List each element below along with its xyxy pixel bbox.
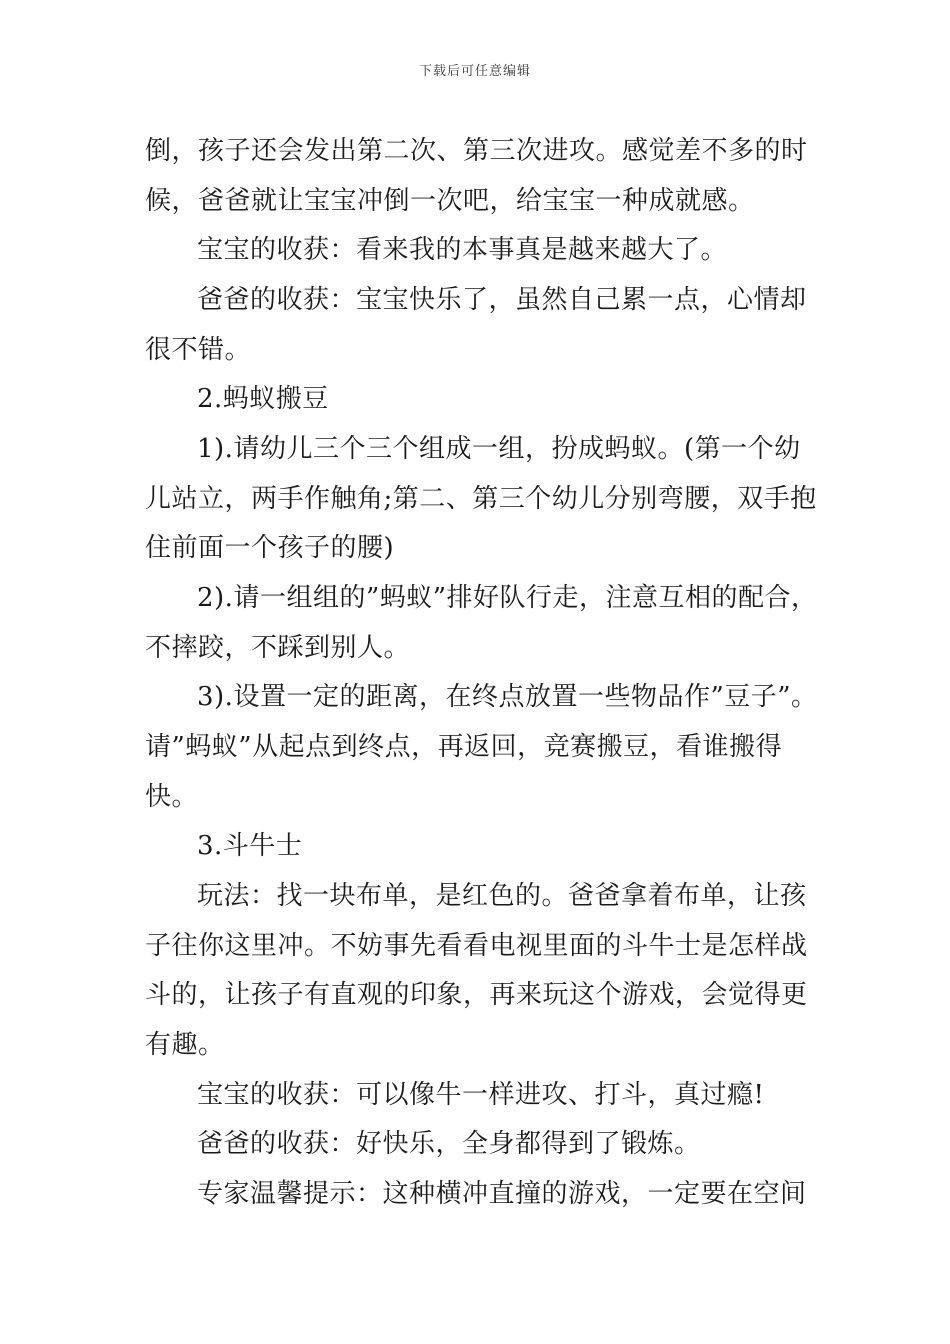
body-line: 不摔跤，不踩到别人。 — [145, 633, 411, 663]
section-heading: 3.斗牛士 — [197, 831, 303, 861]
body-line: 很不错。 — [145, 335, 252, 365]
section-heading: 2.蚂蚁搬豆 — [197, 384, 329, 414]
body-line: 宝宝的收获：可以像牛一样进攻、打斗，真过瘾! — [197, 1080, 765, 1110]
body-line: 儿站立，两手作触角;第二、第三个幼儿分别弯腰，双手抱 — [145, 484, 817, 514]
body-line: 宝宝的收获：看来我的本事真是越来越大了。 — [197, 235, 728, 265]
body-line: 斗的，让孩子有直观的印象，再来玩这个游戏，会觉得更 — [145, 980, 808, 1010]
body-line: 子往你这里冲。不妨事先看看电视里面的斗牛士是怎样战 — [145, 931, 808, 961]
body-line: 玩法：找一块布单，是红色的。爸爸拿着布单，让孩 — [197, 881, 807, 911]
body-line: 住前面一个孩子的腰) — [145, 533, 395, 563]
body-line: 有趣。 — [145, 1030, 225, 1060]
body-line: 请”蚂蚁”从起点到终点，再返回，竞赛搬豆，看谁搬得 — [145, 732, 783, 762]
body-line: 专家温馨提示：这种横冲直撞的游戏，一定要在空间 — [197, 1179, 807, 1209]
body-line: 快。 — [145, 782, 199, 812]
body-line: 1).请幼儿三个三个组成一组，扮成蚂蚁。(第一个幼 — [197, 434, 801, 464]
body-line: 倒，孩子还会发出第二次、第三次进攻。感觉差不多的时 — [145, 136, 808, 166]
page-header: 下载后可任意编辑 — [418, 64, 531, 79]
body-line: 爸爸的收获：宝宝快乐了，虽然自己累一点，心情却 — [197, 285, 807, 315]
body-line: 爸爸的收获：好快乐，全身都得到了锻炼。 — [197, 1129, 701, 1159]
body-line: 候，爸爸就让宝宝冲倒一次吧，给宝宝一种成就感。 — [145, 186, 755, 216]
body-line: 3).设置一定的距离，在终点放置一些物品作”豆子”。 — [197, 682, 818, 712]
body-line: 2).请一组组的”蚂蚁”排好队行走，注意互相的配合， — [197, 583, 818, 613]
